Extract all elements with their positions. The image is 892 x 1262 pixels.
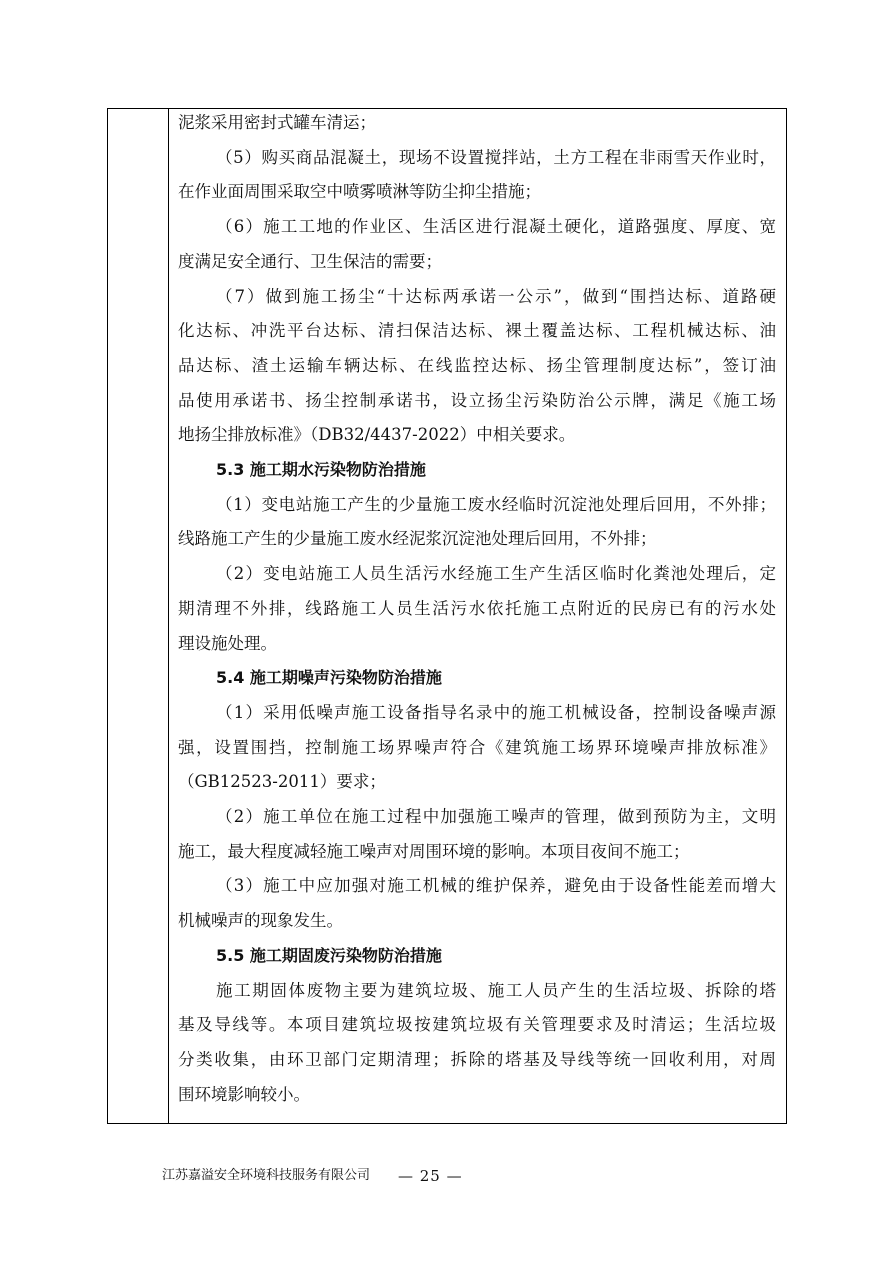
- text-line: 在作业面周围采取空中喷雾喷淋等防尘抑尘措施；: [178, 182, 541, 202]
- text-line: 围环境影响较小。: [178, 1084, 310, 1104]
- text-line: （2）施工单位在施工过程中加强施工噪声的管理，做到预防为主，文明: [216, 807, 776, 826]
- text-line: 施工期固体废物主要为建筑垃圾、施工人员产生的生活垃圾、拆除的塔: [216, 980, 776, 1000]
- text-line: （2）变电站施工人员生活污水经施工生产生活区临时化粪池处理后，定: [216, 564, 776, 584]
- text-line: （1）采用低噪声施工设备指导名录中的施工机械设备，控制设备噪声源: [216, 702, 776, 722]
- content-table: [107, 108, 787, 1124]
- text-line: 基及导线等。本项目建筑垃圾按建筑垃圾有关管理要求及时清运；生活垃圾: [178, 1015, 776, 1035]
- text-line: 机械噪声的现象发生。: [178, 911, 343, 931]
- text-line: 化达标、冲洗平台达标、清扫保洁达标、裸土覆盖达标、工程机械达标、油: [178, 321, 776, 341]
- text-line: （1）变电站施工产生的少量施工废水经临时沉淀池处理后回用，不外排；: [216, 494, 776, 514]
- column-divider: [168, 109, 169, 1123]
- text-line: 地扬尘排放标准》（DB32/4437-2022）中相关要求。: [178, 425, 576, 445]
- text-line: 品使用承诺书、扬尘控制承诺书，设立扬尘污染防治公示牌，满足《施工场: [178, 390, 776, 410]
- text-line: 泥浆采用密封式罐车清运；: [178, 113, 376, 132]
- text-line: （7）做到施工扬尘“十达标两承诺一公示”，做到“围挡达标、道路硬: [216, 286, 776, 306]
- text-line: （5）购买商品混凝土，现场不设置搅拌站，土方工程在非雨雪天作业时，: [216, 147, 776, 167]
- section-heading: 5.5 施工期固废污染物防治措施: [216, 945, 442, 965]
- text-line: 度满足安全通行、卫生保洁的需要；: [178, 251, 442, 271]
- section-heading: 5.3 施工期水污染物防治措施: [216, 460, 426, 479]
- company-name: 江苏嘉溢安全环境科技服务有限公司: [162, 1168, 371, 1183]
- text-line: 线路施工产生的少量施工废水经泥浆沉淀池处理后回用，不外排；: [178, 529, 657, 549]
- text-line: 分类收集，由环卫部门定期清理；拆除的塔基及导线等统一回收利用，对周: [178, 1049, 776, 1069]
- text-line: 品达标、渣土运输车辆达标、在线监控达标、扬尘管理制度达标”，签订油: [178, 355, 776, 375]
- text-line: 强，设置围挡，控制施工场界噪声符合《建筑施工场界环境噪声排放标准》: [178, 737, 776, 757]
- text-line: 施工，最大程度减轻施工噪声对周围环境的影响。本项目夜间不施工；: [178, 841, 690, 861]
- section-heading: 5.4 施工期噪声污染物防治措施: [216, 668, 442, 688]
- text-line: 理设施处理。: [178, 633, 277, 653]
- page-number: — 25 —: [398, 1167, 463, 1185]
- text-line: 期清理不外排，线路施工人员生活污水依托施工点附近的民房已有的污水处: [178, 598, 776, 618]
- page-footer: [0, 1166, 892, 1190]
- text-line: （6）施工工地的作业区、生活区进行混凝土硬化，道路强度、厚度、宽: [216, 217, 776, 237]
- text-line: （GB12523-2011）要求；: [178, 772, 386, 792]
- text-line: （3）施工中应加强对施工机械的维护保养，避免由于设备性能差而增大: [216, 876, 776, 896]
